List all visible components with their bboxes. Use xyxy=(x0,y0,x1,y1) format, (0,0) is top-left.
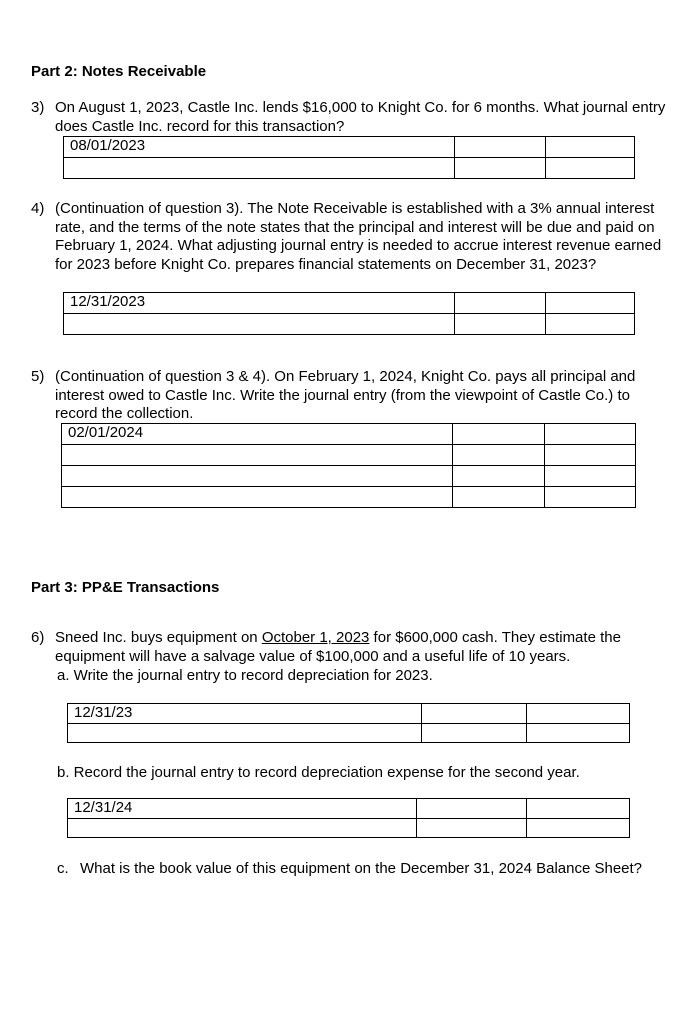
credit-cell[interactable] xyxy=(545,487,636,508)
debit-cell[interactable] xyxy=(455,293,546,314)
debit-cell[interactable] xyxy=(422,724,527,743)
debit-cell[interactable] xyxy=(455,137,546,158)
question-6-number: 6) xyxy=(31,629,45,646)
question-5-number: 5) xyxy=(31,368,45,385)
journal-date-cell[interactable]: 08/01/2023 xyxy=(64,137,455,158)
credit-cell[interactable] xyxy=(527,724,630,743)
question-6-text-start: Sneed Inc. buys equipment on xyxy=(55,629,262,646)
journal-table-q4 xyxy=(63,292,635,335)
question-6a-text: a. Write the journal entry to record depreciation for 2023. xyxy=(57,667,433,684)
account-cell[interactable] xyxy=(64,158,455,179)
account-cell[interactable] xyxy=(62,445,453,466)
part3-title: Part 3: PP&E Transactions xyxy=(31,579,220,596)
question-3-text: On August 1, 2023, Castle Inc. lends $16,000 to Knight Co. for 6 months. What journal entry does Castle Inc. record for this transaction? xyxy=(55,99,666,135)
debit-cell[interactable] xyxy=(453,487,545,508)
credit-cell[interactable] xyxy=(527,704,630,724)
journal-table-q6b xyxy=(67,798,630,838)
credit-cell[interactable] xyxy=(546,137,635,158)
debit-cell[interactable] xyxy=(417,819,527,838)
journal-table-q3 xyxy=(63,136,635,179)
credit-cell[interactable] xyxy=(546,158,635,179)
question-6-text-end: for $600,000 cash. They estimate the equipment will have a salvage value of $100,000 and a useful life of 10 years. xyxy=(55,629,621,665)
question-6b-text: b. Record the journal entry to record depreciation expense for the second year. xyxy=(57,764,580,781)
credit-cell[interactable] xyxy=(545,466,636,487)
credit-cell[interactable] xyxy=(545,445,636,466)
journal-date-cell[interactable]: 02/01/2024 xyxy=(62,424,453,445)
journal-table-q5 xyxy=(61,423,636,508)
question-4-number: 4) xyxy=(31,200,45,217)
account-cell[interactable] xyxy=(68,819,417,838)
question-6c-label: c. xyxy=(57,860,69,877)
debit-cell[interactable] xyxy=(422,704,527,724)
account-cell[interactable] xyxy=(68,724,422,743)
journal-date-cell[interactable]: 12/31/23 xyxy=(68,704,422,724)
account-cell[interactable] xyxy=(62,487,453,508)
debit-cell[interactable] xyxy=(417,799,527,819)
question-6c-text: What is the book value of this equipment on the December 31, 2024 Balance Sheet? xyxy=(80,860,643,877)
debit-cell[interactable] xyxy=(453,466,545,487)
credit-cell[interactable] xyxy=(527,819,630,838)
credit-cell[interactable] xyxy=(546,293,635,314)
question-5-text: (Continuation of question 3 & 4). On February 1, 2024, Knight Co. pays all principal and interest owed to Castle Inc. Write the journal entry (from the viewpoint of Castle Co.) to record the collection. xyxy=(55,368,636,422)
account-cell[interactable] xyxy=(64,314,455,335)
question-3-number: 3) xyxy=(31,99,45,116)
part2-title: Part 2: Notes Receivable xyxy=(31,63,207,80)
question-6-text xyxy=(55,629,667,666)
question-4-text: (Continuation of question 3). The Note Receivable is established with a 3% annual interest rate, and the terms of the note states that the principal and interest will be due and paid on February 1, 2024. What adjusting journal entry is needed to accrue interest revenue earned for 2023 before Knight Co. prepares financial statements on December 31, 2023? xyxy=(55,200,662,273)
journal-table-q6a xyxy=(67,703,630,743)
debit-cell[interactable] xyxy=(453,424,545,445)
account-cell[interactable] xyxy=(62,466,453,487)
journal-date-cell[interactable]: 12/31/2023 xyxy=(64,293,455,314)
credit-cell[interactable] xyxy=(527,799,630,819)
credit-cell[interactable] xyxy=(546,314,635,335)
debit-cell[interactable] xyxy=(455,314,546,335)
journal-date-cell[interactable]: 12/31/24 xyxy=(68,799,417,819)
debit-cell[interactable] xyxy=(453,445,545,466)
question-6-underlined-date: October 1, 2023 xyxy=(261,629,370,646)
debit-cell[interactable] xyxy=(455,158,546,179)
credit-cell[interactable] xyxy=(545,424,636,445)
